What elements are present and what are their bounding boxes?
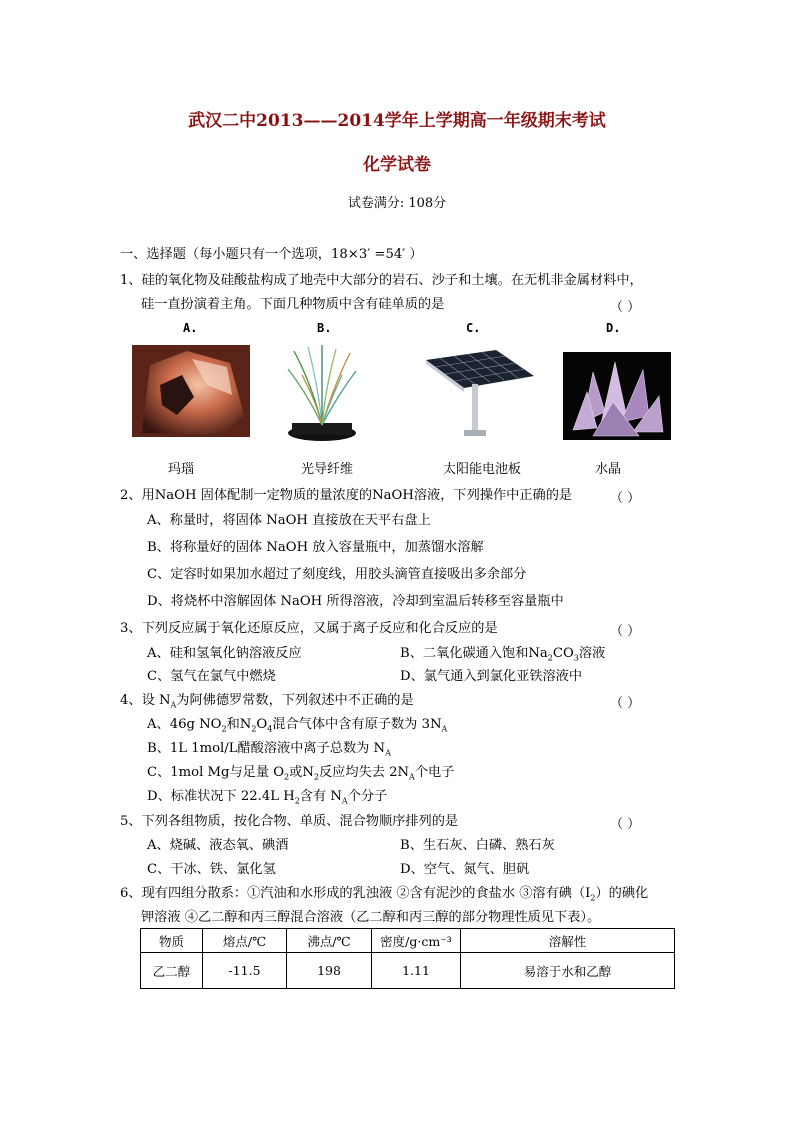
q1-line1: 1、硅的氧化物及硅酸盐构成了地壳中大部分的岩石、沙子和土壤。在无机非金属材料中， [120, 273, 643, 288]
q2-paren: （ ） [610, 491, 641, 506]
q2-stem: 2、用NaOH 固体配制一定物质的量浓度的NaOH溶液，下列操作中正确的是 [120, 488, 573, 503]
q4-option-a: A、46g $NO_2$和$N_2O_4$混合气体中含有原子数为 $3N_A$ [147, 717, 448, 734]
table-cell: 198 [287, 953, 372, 989]
q3-option-b: B、二氧化碳通入饱和$Na_2CO_3$溶液 [400, 646, 606, 663]
optical-fiber-image [282, 345, 362, 441]
q3-option-a: A、硅和氢氧化钠溶液反应 [147, 646, 302, 661]
q1-caption-c: 太阳能电池板 [442, 462, 521, 477]
q3-option-d: D、氯气通入到氯化亚铁溶液中 [400, 669, 583, 684]
table-header-cell: 密度/g·cm⁻³ [372, 929, 461, 953]
q4-option-b: B、1L 1mol/L醋酸溶液中离子总数为 $N_A$ [147, 741, 391, 758]
q2-option-c: C、定容时如果加水超过了刻度线，用胶头滴管直接吸出多余部分 [147, 567, 527, 582]
table-cell: 乙二醇 [141, 953, 203, 989]
table-cell: 1.11 [372, 953, 461, 989]
q5-paren: （ ） [610, 817, 641, 832]
q3-stem: 3、下列反应属于氧化还原反应，又属于离子反应和化合反应的是 [120, 621, 498, 636]
table-cell: -11.5 [203, 953, 287, 989]
q1-caption-d: 水晶 [594, 462, 621, 477]
q4-option-c: C、1mol Mg与足量 $O_2$或$N_2$反应均失去 $2N_A$个电子 [147, 765, 455, 782]
table-header-cell: 沸点/℃ [287, 929, 372, 953]
q1-caption-b: 光导纤维 [300, 462, 353, 477]
q4-paren: （ ） [610, 696, 641, 711]
q5-option-b: B、生石灰、白磷、熟石灰 [400, 838, 555, 853]
q1-line2: 硅一直扮演着主角。下面几种物质中含有硅单质的是 [141, 297, 445, 312]
table-row [141, 953, 675, 989]
table-header-row [141, 929, 675, 953]
q5-option-c: C、干冰、铁、氯化氢 [147, 862, 276, 877]
q2-option-a: A、称量时，将固体 NaOH 直接放在天平右盘上 [147, 513, 431, 528]
table-header-cell: 物质 [141, 929, 203, 953]
exam-subtitle: 化学试卷 [363, 155, 431, 175]
q5-option-a: A、烧碱、液态氧、碘酒 [147, 838, 289, 853]
q1-option-a-letter: A. [183, 321, 198, 335]
q3-paren: （ ） [610, 624, 641, 639]
q2-option-d: D、将烧杯中溶解固体 NaOH 所得溶液，冷却到室温后转移至容量瓶中 [147, 594, 564, 609]
exam-title: 武汉二中2013——2014学年上学期高一年级期末考试 [188, 111, 606, 131]
section-heading: 一、选择题（每小题只有一个选项，18×3′ =54′ ） [120, 247, 423, 262]
agate-image [132, 345, 250, 437]
q4-option-d: D、标准状况下 22.4L $H_2$含有 $N_A$个分子 [147, 789, 388, 806]
q1-paren: （ ） [610, 300, 641, 315]
q1-option-d-letter: D. [606, 321, 621, 335]
q2-option-b: B、将称量好的固体 NaOH 放入容量瓶中，加蒸馏水溶解 [147, 540, 484, 555]
properties-table [140, 928, 675, 989]
table-header-cell: 熔点/℃ [203, 929, 287, 953]
table-header-cell: 溶解性 [461, 929, 675, 953]
solar-panel-image [420, 348, 538, 440]
table-cell: 易溶于水和乙醇 [461, 953, 675, 989]
score-line: 试卷满分: 108分 [347, 196, 447, 211]
q6-line2: 钾溶液 ④乙二醇和丙三醇混合溶液（乙二醇和丙三醇的部分物理性质见下表）。 [141, 910, 601, 925]
q4-stem: 4、设 $N_A$为阿佛德罗常数，下列叙述中不正确的是 [120, 693, 414, 710]
q5-stem: 5、下列各组物质，按化合物、单质、混合物顺序排列的是 [120, 814, 459, 829]
q5-option-d: D、空气、氮气、胆矾 [400, 862, 530, 877]
q6-line1: 6、现有四组分散系：①汽油和水形成的乳浊液 ②含有泥沙的食盐水 ③溶有碘$(I_2)$的碘化 [120, 886, 649, 903]
crystal-image [563, 352, 671, 440]
q1-option-b-letter: B. [317, 321, 332, 335]
q3-option-c: C、氢气在氯气中燃烧 [147, 669, 276, 684]
q1-option-c-letter: C. [466, 321, 481, 335]
q1-caption-a: 玛瑙 [167, 462, 194, 477]
